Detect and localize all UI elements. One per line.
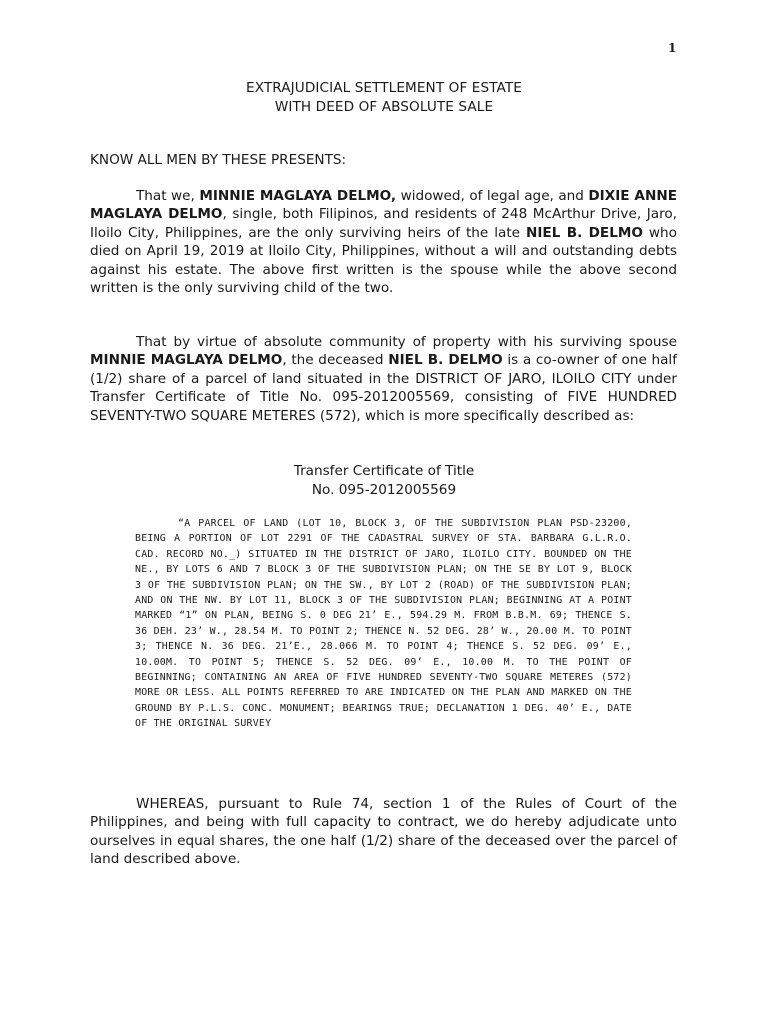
whereas-paragraph: WHEREAS, pursuant to Rule 74, section 1 of the Rules of Court of the Philippines, and being with full capacity to contract, we do hereby adjudicate unto ourselves in equal shares, the one half (1/2) share of the deceased over the parcel of land described above. <box>90 796 677 868</box>
title-line-1: EXTRAJUDICIAL SETTLEMENT OF ESTATE <box>246 80 522 96</box>
property-text-2: , the deceased <box>282 352 389 369</box>
heirs-paragraph <box>90 187 677 297</box>
tct-label: Transfer Certificate of Title <box>293 463 475 479</box>
salutation: KNOW ALL MEN BY THESE PRESENTS: <box>90 152 347 168</box>
title-line-2: WITH DEED OF ABSOLUTE SALE <box>274 99 494 115</box>
spouse-name-2: MINNIE MAGLAYA DELMO <box>90 352 283 369</box>
page-number: 1 <box>668 41 677 55</box>
land-description: “A PARCEL OF LAND (LOT 10, BLOCK 3, OF THE SUBDIVISION PLAN PSD-23200, BEING A PORTION OF LOT 2291 OF THE CADASTRAL SURVEY OF STA. BARBARA G.L.R.O. CAD. RECORD NO._) SITUATED IN THE DISTRICT OF JARO, ILOILO CITY. BOUNDED ON THE NE., BY LOTS 6 AND 7 BLOCK 3 OF THE SUBDIVISION PLAN; ON THE SE BY LOT 9, BLOCK 3 OF THE SUBDIVISION PLAN; ON THE SW., BY LOT 2 (ROAD) OF THE SUBDIVISION PLAN; AND ON THE NW. BY LOT 11, BLOCK 3 OF THE SUBDIVISION PLAN; BEGINNING AT A POINT MARKED “1” ON PLAN, BEING S. 0 DEG 21’ E., 594.29 M. FROM B.B.M. 69; THENCE S. 36 DEH. 23’ W., 28.54 M. TO POINT 2; THENCE N. 52 DEG. 28’ W., 20.00 M. TO POINT 3; THENCE N. 36 DEG. 21’E., 28.066 M. TO POINT 4; THENCE S. 52 DEG. 09’ E., 10.00M. TO POINT 5; THENCE S. 52 DEG. 09’ E., 10.00 M. TO THE POINT OF BEGINNING; CONTAINING AN AREA OF FIVE HUNDRED SEVENTY-TWO SQUARE METERES (572) MORE OR LESS. ALL POINTS REFERRED TO ARE INDICATED ON THE PLAN AND MARKED ON THE GROUND BY P.L.S. CONC. MONUMENT; BEARINGS TRUE; DECLANATION 1 DEG. 40’ E., DATE OF THE ORIGINAL SURVEY <box>135 518 632 730</box>
child-name: DIXIE ANNE MAGLAYA DELMO <box>90 188 677 223</box>
spouse-name: MINNIE MAGLAYA DELMO, <box>199 188 397 204</box>
heirs-text-4: who died on April 19, 2019 at Iloilo City, Philippines, without a will and outstanding debts against his estate. The above first written is the spouse while the above second written is the only surviving child of the two. <box>90 224 677 297</box>
heirs-text-1: That we, <box>136 188 200 204</box>
property-text-3: is a co-owner of one half (1/2) share of a parcel of land situated in the DISTRICT OF JARO, ILOILO CITY under Transfer Certificate of Title No. 095-2012005569, consisting of FIVE HUNDRED SEVENTY-TWO SQUARE METERES (572), which is more specifically described as: <box>90 352 677 424</box>
property-text-1: That by virtue of absolute community of property with his surviving spouse <box>136 334 677 350</box>
heirs-text-3: , single, both Filipinos, and residents of 248 McArthur Drive, Jaro, Iloilo City, Philippines, are the only surviving heirs of the late <box>90 206 677 241</box>
deceased-name: NIEL B. DELMO <box>525 224 643 241</box>
tct-heading <box>0 462 768 499</box>
heirs-text-2: widowed, of legal age, and <box>396 188 589 204</box>
deceased-name-2: NIEL B. DELMO <box>388 352 503 369</box>
document-title <box>0 79 768 117</box>
property-paragraph <box>90 333 677 425</box>
tct-number: No. 095-2012005569 <box>311 481 457 498</box>
